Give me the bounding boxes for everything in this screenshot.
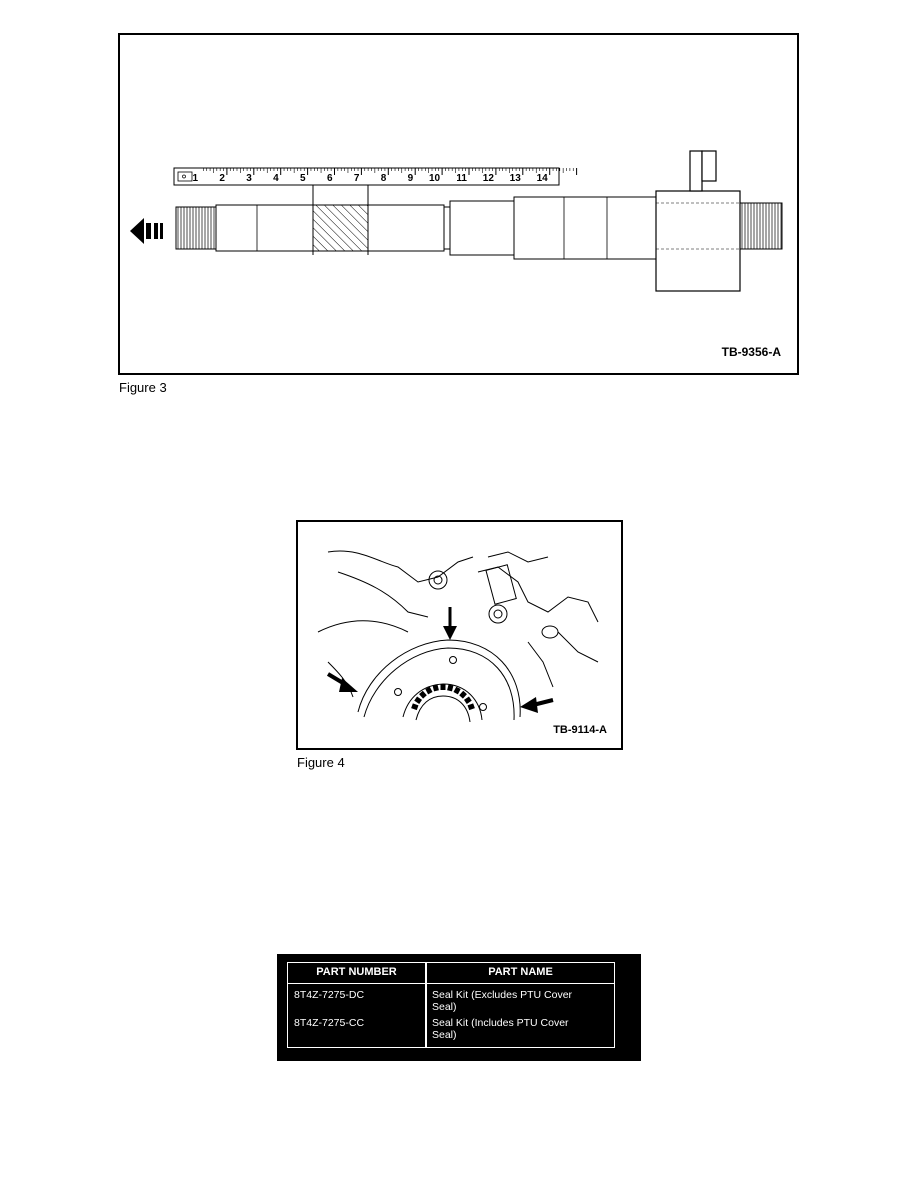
ruler-number: 13 bbox=[509, 173, 521, 184]
row-1-part-number: 8T4Z-7275-DC bbox=[294, 989, 365, 1001]
row-1-part-name-line1: Seal Kit (Excludes PTU Cover bbox=[432, 989, 573, 1001]
row-1-part-name-line2: Seal) bbox=[432, 1001, 457, 1013]
ruler-number: 4 bbox=[273, 173, 279, 184]
gear-tooth bbox=[419, 691, 427, 699]
gear-tooth bbox=[441, 684, 446, 690]
tape-hook-icon bbox=[178, 172, 192, 181]
ruler-number: 1 bbox=[192, 173, 198, 184]
parts-table-grid bbox=[287, 962, 615, 1048]
ptu-seal-illustration bbox=[298, 522, 625, 752]
halfshaft-illustration bbox=[120, 35, 801, 377]
ruler-number: 10 bbox=[428, 173, 441, 184]
row-2-part-name-line1: Seal Kit (Includes PTU Cover bbox=[432, 1017, 569, 1029]
ruler-number: 5 bbox=[300, 173, 306, 184]
figure-4-frame bbox=[296, 520, 623, 750]
gear-tooth bbox=[459, 691, 467, 699]
figure-3-caption: Figure 3 bbox=[119, 380, 167, 395]
figure-3-code: TB-9356-A bbox=[721, 345, 781, 359]
row-2-part-number: 8T4Z-7275-CC bbox=[294, 1017, 365, 1029]
gear-teeth bbox=[411, 684, 475, 710]
figure-4-caption: Figure 4 bbox=[297, 755, 345, 770]
gear-tooth bbox=[433, 684, 439, 691]
gear-tooth bbox=[468, 703, 475, 710]
ruler-number: 3 bbox=[246, 173, 252, 184]
header-part-name: PART NAME bbox=[488, 966, 553, 978]
marked-region bbox=[313, 205, 368, 251]
arrow-right-icon bbox=[520, 697, 553, 713]
ruler-number: 8 bbox=[380, 173, 387, 184]
gear-tooth bbox=[411, 703, 418, 710]
ruler-number: 6 bbox=[326, 173, 333, 184]
ruler-number: 9 bbox=[407, 173, 414, 184]
row-2-part-name-line2: Seal) bbox=[432, 1029, 457, 1041]
ruler-number: 11 bbox=[456, 173, 467, 184]
direction-arrow-icon bbox=[130, 218, 163, 244]
ruler-number: 14 bbox=[536, 173, 548, 184]
gear-tooth bbox=[414, 696, 422, 704]
gear-tooth bbox=[453, 687, 460, 695]
gear-tooth bbox=[464, 696, 472, 704]
gear-tooth bbox=[447, 684, 453, 691]
figure-3-frame bbox=[118, 33, 799, 375]
parts-table bbox=[277, 954, 641, 1061]
ruler-number: 7 bbox=[353, 173, 360, 184]
figure-4-code: TB-9114-A bbox=[553, 724, 607, 736]
header-part-number: PART NUMBER bbox=[316, 966, 397, 978]
arrow-left-icon bbox=[328, 674, 358, 692]
ruler-number: 12 bbox=[482, 173, 494, 184]
ptu-housing bbox=[656, 191, 740, 291]
arrow-top-icon bbox=[443, 607, 457, 640]
ruler-number: 2 bbox=[219, 173, 225, 184]
